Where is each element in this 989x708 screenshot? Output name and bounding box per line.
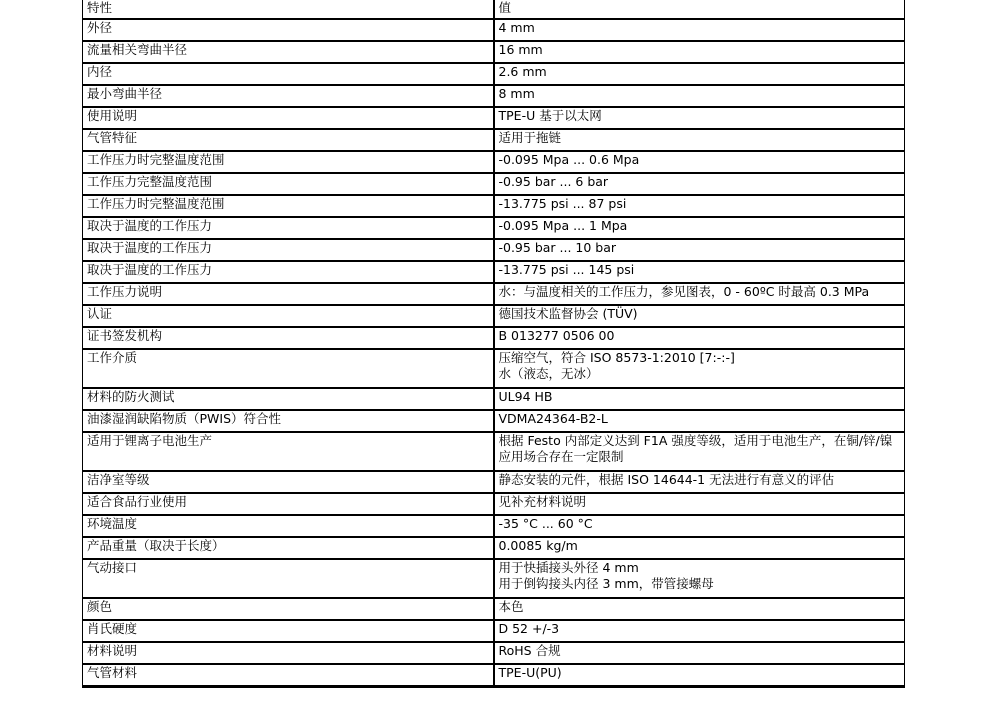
value-cell: 用于快插接头外径 4 mm 用于倒钩接头内径 3 mm，带管接螺母 [494, 559, 905, 598]
value-cell: 适用于拖链 [494, 129, 905, 151]
property-cell: 适合食品行业使用 [83, 493, 494, 515]
table-row [83, 63, 905, 85]
property-cell: 取决于温度的工作压力 [83, 217, 494, 239]
value-cell: B 013277 0506 00 [494, 327, 905, 349]
value-cell: D 52 +/-3 [494, 620, 905, 642]
table-row [83, 305, 905, 327]
property-cell: 内径 [83, 63, 494, 85]
property-cell: 适用于锂离子电池生产 [83, 432, 494, 471]
property-cell: 工作介质 [83, 349, 494, 388]
value-cell: -13.775 psi ... 87 psi [494, 195, 905, 217]
table-row [83, 388, 905, 410]
property-cell: 洁净室等级 [83, 471, 494, 493]
property-cell: 工作压力完整温度范围 [83, 173, 494, 195]
table-row [83, 85, 905, 107]
table-row [83, 173, 905, 195]
value-cell: 静态安装的元件，根据 ISO 14644-1 无法进行有意义的评估 [494, 471, 905, 493]
property-cell: 材料说明 [83, 642, 494, 664]
property-cell: 流量相关弯曲半径 [83, 41, 494, 63]
table-row [83, 537, 905, 559]
value-cell: 根据 Festo 内部定义达到 F1A 强度等级，适用于电池生产，在铜/锌/镍应用场合存在一定限制 [494, 432, 905, 471]
property-cell: 最小弯曲半径 [83, 85, 494, 107]
property-cell: 工作压力时完整温度范围 [83, 195, 494, 217]
value-cell: -0.095 Mpa ... 0.6 Mpa [494, 151, 905, 173]
property-cell: 肖氏硬度 [83, 620, 494, 642]
value-cell: -35 °C ... 60 °C [494, 515, 905, 537]
table-row [83, 664, 905, 687]
table-header-row [83, 0, 905, 19]
property-cell: 工作压力说明 [83, 283, 494, 305]
value-cell: 2.6 mm [494, 63, 905, 85]
property-cell: 环境温度 [83, 515, 494, 537]
value-cell: VDMA24364-B2-L [494, 410, 905, 432]
table-row [83, 151, 905, 173]
property-cell: 材料的防火测试 [83, 388, 494, 410]
value-cell: 德国技术监督协会 (TÜV) [494, 305, 905, 327]
value-cell: -0.095 Mpa ... 1 Mpa [494, 217, 905, 239]
table-row [83, 598, 905, 620]
table-row [83, 642, 905, 664]
property-cell: 认证 [83, 305, 494, 327]
value-cell: -0.95 bar ... 6 bar [494, 173, 905, 195]
value-cell: 本色 [494, 598, 905, 620]
header-value: 值 [494, 0, 905, 19]
value-cell: TPE-U(PU) [494, 664, 905, 687]
value-cell: 水：与温度相关的工作压力，参见图表，0 - 60ºC 时最高 0.3 MPa [494, 283, 905, 305]
property-cell: 产品重量（取决于长度） [83, 537, 494, 559]
table-row [83, 19, 905, 41]
value-cell: -0.95 bar ... 10 bar [494, 239, 905, 261]
property-cell: 工作压力时完整温度范围 [83, 151, 494, 173]
property-cell: 气管材料 [83, 664, 494, 687]
value-cell: 0.0085 kg/m [494, 537, 905, 559]
table-row [83, 493, 905, 515]
value-cell: -13.775 psi ... 145 psi [494, 261, 905, 283]
value-cell: UL94 HB [494, 388, 905, 410]
property-cell: 气管特征 [83, 129, 494, 151]
property-cell: 气动接口 [83, 559, 494, 598]
property-cell: 取决于温度的工作压力 [83, 239, 494, 261]
table-row [83, 107, 905, 129]
table-row [83, 239, 905, 261]
table-row [83, 41, 905, 63]
property-cell: 外径 [83, 19, 494, 41]
value-cell: 4 mm [494, 19, 905, 41]
property-cell: 使用说明 [83, 107, 494, 129]
value-cell: 8 mm [494, 85, 905, 107]
table-row [83, 432, 905, 471]
table-row [83, 195, 905, 217]
property-cell: 取决于温度的工作压力 [83, 261, 494, 283]
table-row [83, 327, 905, 349]
value-cell: 16 mm [494, 41, 905, 63]
value-cell: RoHS 合规 [494, 642, 905, 664]
property-cell: 油漆湿润缺陷物质（PWIS）符合性 [83, 410, 494, 432]
table-row [83, 283, 905, 305]
property-cell: 颜色 [83, 598, 494, 620]
value-cell: TPE-U 基于以太网 [494, 107, 905, 129]
table-row [83, 217, 905, 239]
table-row [83, 129, 905, 151]
table-row [83, 559, 905, 598]
table-row [83, 410, 905, 432]
header-property: 特性 [83, 0, 494, 19]
table-row [83, 471, 905, 493]
property-cell: 证书签发机构 [83, 327, 494, 349]
spec-sheet [82, 0, 904, 688]
table-row [83, 261, 905, 283]
value-cell: 见补充材料说明 [494, 493, 905, 515]
table-row [83, 349, 905, 388]
table-row [83, 620, 905, 642]
table-row [83, 515, 905, 537]
spec-table [82, 0, 905, 688]
value-cell: 压缩空气，符合 ISO 8573-1:2010 [7:-:-] 水（液态，无冰） [494, 349, 905, 388]
